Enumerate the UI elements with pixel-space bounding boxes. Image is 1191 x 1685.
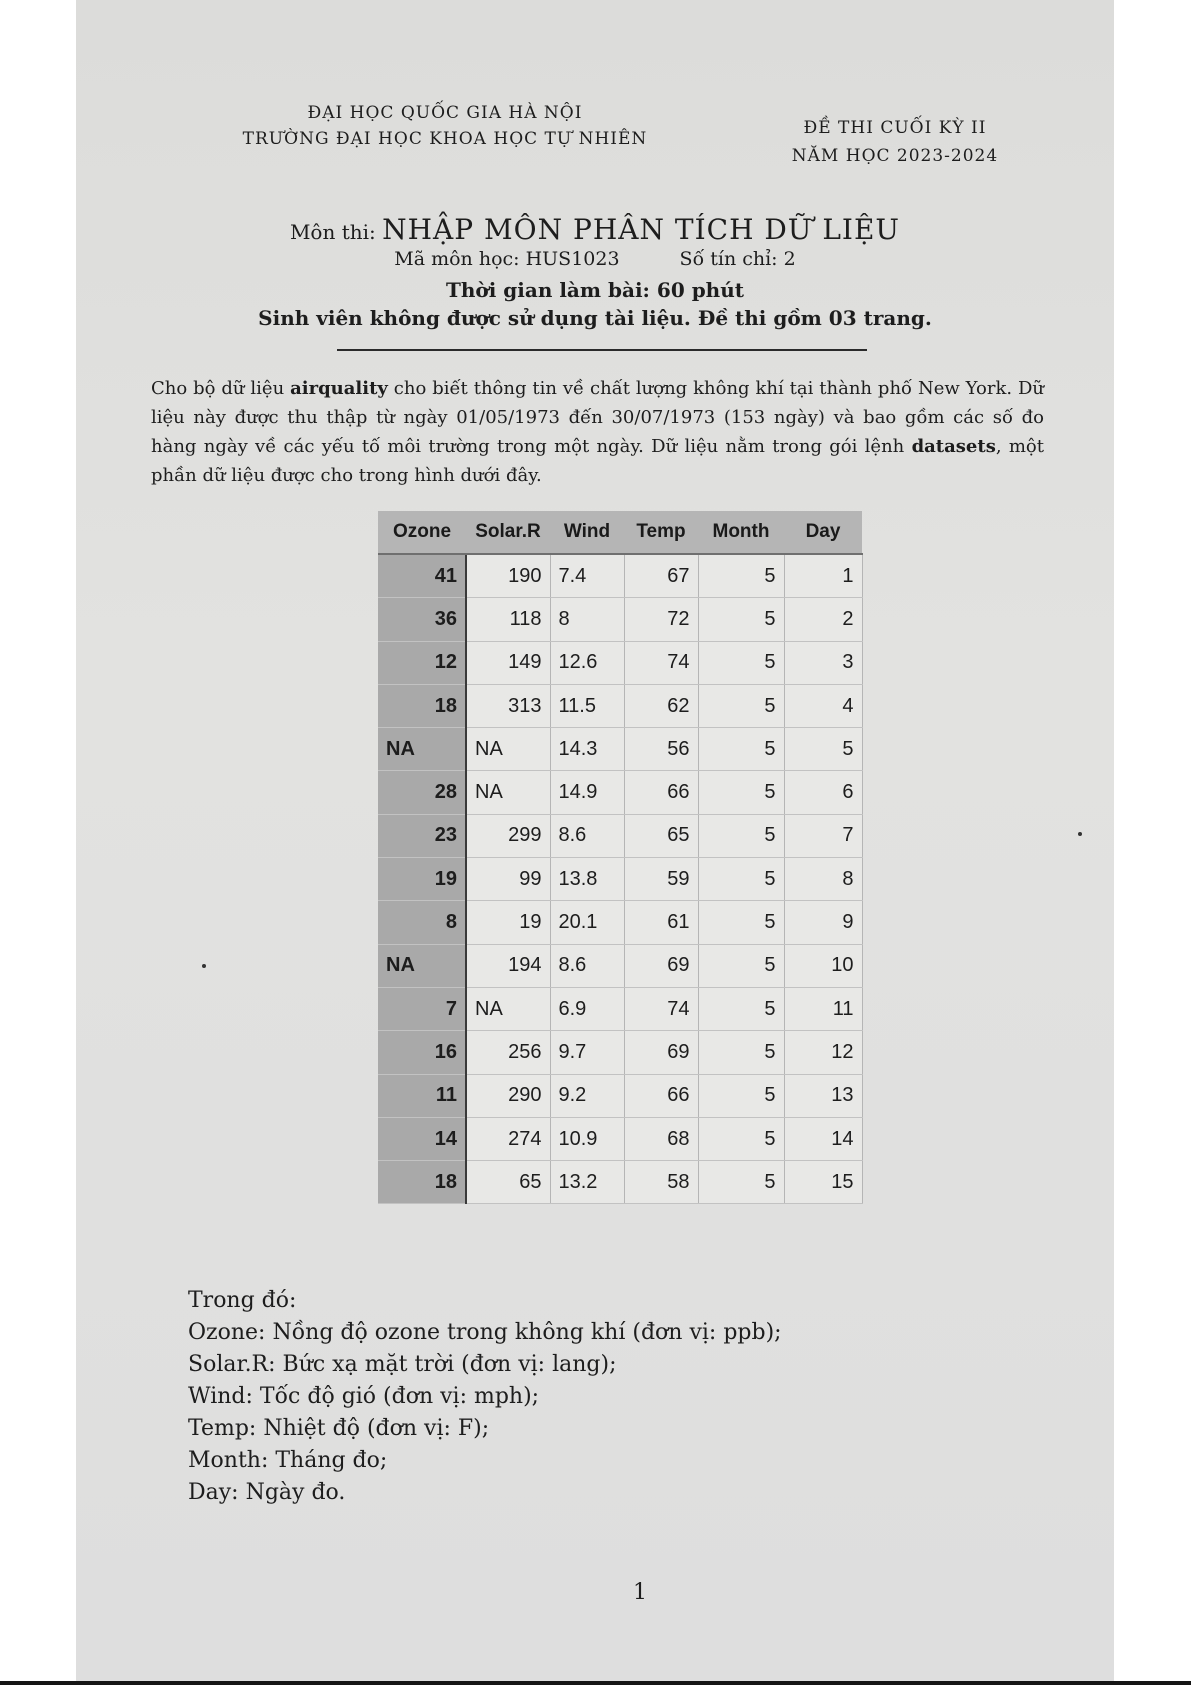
table-cell-temp: 67 [624, 554, 698, 598]
legend-temp: Temp: Nhiệt độ (đơn vị: F); [188, 1416, 490, 1441]
scan-speck [1078, 832, 1082, 836]
table-cell-month: 5 [698, 728, 784, 771]
table-cell-day: 12 [784, 1031, 862, 1074]
table-header-row [378, 511, 862, 554]
intro-text-1: Cho bộ dữ liệu [151, 378, 291, 399]
table-body [378, 554, 862, 1204]
table-cell-month: 5 [698, 1117, 784, 1160]
table-cell-day: 4 [784, 684, 862, 727]
table-cell-temp: 59 [624, 858, 698, 901]
legend-heading: Trong đó: [188, 1288, 297, 1313]
header-left [195, 100, 695, 152]
table-cell-wind: 8 [550, 598, 624, 641]
scan-bottom-edge [0, 1681, 1191, 1685]
table-cell-ozone: 7 [378, 987, 466, 1030]
table-cell-temp: 56 [624, 728, 698, 771]
table-cell-solar-r: 19 [466, 901, 550, 944]
table-cell-solar-r: 190 [466, 554, 550, 598]
table-cell-ozone: 18 [378, 1161, 466, 1204]
table-row [378, 771, 862, 814]
table-cell-temp: 65 [624, 814, 698, 857]
table-cell-solar-r: 274 [466, 1117, 550, 1160]
table-cell-solar-r: 99 [466, 858, 550, 901]
table-cell-ozone: 12 [378, 641, 466, 684]
table-cell-day: 15 [784, 1161, 862, 1204]
table-cell-ozone: NA [378, 728, 466, 771]
table-cell-temp: 69 [624, 944, 698, 987]
dataset-name: airquality [290, 378, 388, 399]
table-cell-ozone: 18 [378, 684, 466, 727]
table-cell-wind: 10.9 [550, 1117, 624, 1160]
exam-note: Sinh viên không được sử dụng tài liệu. Đề thi gồm 03 trang. [258, 306, 932, 330]
table-cell-solar-r: NA [466, 728, 550, 771]
table-cell-wind: 13.8 [550, 858, 624, 901]
table-cell-wind: 13.2 [550, 1161, 624, 1204]
table-cell-day: 9 [784, 901, 862, 944]
table-cell-day: 1 [784, 554, 862, 598]
legend-month: Month: Tháng đo; [188, 1448, 388, 1473]
table-cell-month: 5 [698, 1031, 784, 1074]
table-cell-month: 5 [698, 598, 784, 641]
table-cell-wind: 8.6 [550, 814, 624, 857]
table-cell-wind: 14.3 [550, 728, 624, 771]
school-year: NĂM HỌC 2023-2024 [791, 146, 999, 166]
table-cell-ozone: 36 [378, 598, 466, 641]
subject-name: NHẬP MÔN PHÂN TÍCH DỮ LIỆU [382, 213, 901, 246]
subject-line [200, 213, 990, 246]
table-cell-temp: 68 [624, 1117, 698, 1160]
table-cell-month: 5 [698, 554, 784, 598]
table-cell-day: 8 [784, 858, 862, 901]
table-cell-wind: 9.7 [550, 1031, 624, 1074]
table-row [378, 944, 862, 987]
legend-ozone: Ozone: Nồng độ ozone trong không khí (đơn vị: ppb); [188, 1320, 782, 1345]
table-cell-day: 10 [784, 944, 862, 987]
table-cell-wind: 7.4 [550, 554, 624, 598]
legend-day: Day: Ngày đo. [188, 1480, 346, 1505]
table-row [378, 1031, 862, 1074]
column-header-ozone: Ozone [378, 511, 466, 554]
table-cell-temp: 61 [624, 901, 698, 944]
table-row [378, 1117, 862, 1160]
table-cell-temp: 72 [624, 598, 698, 641]
table-cell-solar-r: 194 [466, 944, 550, 987]
table-cell-ozone: NA [378, 944, 466, 987]
table-cell-month: 5 [698, 641, 784, 684]
table-cell-day: 11 [784, 987, 862, 1030]
table-row [378, 641, 862, 684]
table-cell-month: 5 [698, 684, 784, 727]
table-cell-wind: 6.9 [550, 987, 624, 1030]
table-cell-solar-r: 299 [466, 814, 550, 857]
table-cell-month: 5 [698, 858, 784, 901]
table-cell-ozone: 23 [378, 814, 466, 857]
table-row [378, 858, 862, 901]
header-right [775, 114, 1015, 170]
table-cell-month: 5 [698, 944, 784, 987]
page-number: 1 [633, 1580, 647, 1605]
table-cell-month: 5 [698, 987, 784, 1030]
intro-text-3: , một phần dữ liệu được cho trong hình dưới đây. [151, 436, 1044, 486]
table-row [378, 554, 862, 598]
table-cell-ozone: 8 [378, 901, 466, 944]
table-cell-day: 7 [784, 814, 862, 857]
table-cell-day: 6 [784, 771, 862, 814]
course-info-line [200, 248, 990, 270]
table-row [378, 1161, 862, 1204]
table-cell-day: 5 [784, 728, 862, 771]
table-cell-wind: 8.6 [550, 944, 624, 987]
table-cell-solar-r: NA [466, 771, 550, 814]
table-cell-solar-r: 256 [466, 1031, 550, 1074]
table-cell-ozone: 41 [378, 554, 466, 598]
table-cell-wind: 14.9 [550, 771, 624, 814]
column-header-solar-r: Solar.R [466, 511, 550, 554]
university-name: ĐẠI HỌC QUỐC GIA HÀ NỘI [307, 103, 583, 123]
table-cell-temp: 74 [624, 987, 698, 1030]
table-cell-day: 14 [784, 1117, 862, 1160]
table-cell-temp: 66 [624, 771, 698, 814]
subject-prefix: Môn thi: [289, 220, 376, 244]
package-name: datasets [911, 436, 996, 457]
table-cell-day: 2 [784, 598, 862, 641]
title-divider [337, 349, 867, 351]
table-cell-ozone: 11 [378, 1074, 466, 1117]
table-cell-month: 5 [698, 1074, 784, 1117]
data-table [378, 511, 863, 1204]
table-row [378, 987, 862, 1030]
column-header-temp: Temp [624, 511, 698, 554]
table-cell-ozone: 28 [378, 771, 466, 814]
table-cell-ozone: 19 [378, 858, 466, 901]
variable-legend [188, 1285, 888, 1509]
airquality-table [378, 511, 862, 1204]
table-cell-solar-r: 118 [466, 598, 550, 641]
table-row [378, 814, 862, 857]
school-name: TRƯỜNG ĐẠI HỌC KHOA HỌC TỰ NHIÊN [242, 129, 648, 149]
table-cell-month: 5 [698, 771, 784, 814]
exam-name: ĐỀ THI CUỐI KỲ II [803, 118, 987, 138]
table-cell-wind: 12.6 [550, 641, 624, 684]
table-cell-solar-r: NA [466, 987, 550, 1030]
table-row [378, 728, 862, 771]
table-cell-temp: 66 [624, 1074, 698, 1117]
legend-wind: Wind: Tốc độ gió (đơn vị: mph); [188, 1384, 540, 1409]
legend-solar: Solar.R: Bức xạ mặt trời (đơn vị: lang); [188, 1352, 617, 1377]
table-cell-wind: 20.1 [550, 901, 624, 944]
table-cell-ozone: 16 [378, 1031, 466, 1074]
table-row [378, 598, 862, 641]
table-cell-solar-r: 313 [466, 684, 550, 727]
table-cell-day: 3 [784, 641, 862, 684]
column-header-day: Day [784, 511, 862, 554]
table-cell-ozone: 14 [378, 1117, 466, 1160]
course-code: Mã môn học: HUS1023 [394, 248, 620, 270]
course-credits: Số tín chỉ: 2 [679, 248, 796, 270]
table-cell-solar-r: 65 [466, 1161, 550, 1204]
table-cell-month: 5 [698, 1161, 784, 1204]
table-cell-temp: 69 [624, 1031, 698, 1074]
table-cell-wind: 11.5 [550, 684, 624, 727]
table-cell-wind: 9.2 [550, 1074, 624, 1117]
table-cell-day: 13 [784, 1074, 862, 1117]
scan-speck [202, 964, 206, 968]
intro-text-2: cho biết thông tin về chất lượng không khí tại thành phố New York. Dữ liệu này được thu thập từ ngày 01/05/1973 đến 30/07/1973 (153 ngày) và bao gồm các số đo hàng ngày về các yếu tố môi trường trong một ngày. Dữ liệu nằm trong gói lệnh [151, 378, 1045, 457]
table-cell-temp: 58 [624, 1161, 698, 1204]
table-cell-temp: 62 [624, 684, 698, 727]
table-cell-month: 5 [698, 901, 784, 944]
column-header-month: Month [698, 511, 784, 554]
table-cell-temp: 74 [624, 641, 698, 684]
table-row [378, 901, 862, 944]
intro-paragraph [151, 374, 1044, 490]
table-cell-solar-r: 290 [466, 1074, 550, 1117]
table-row [378, 1074, 862, 1117]
table-row [378, 684, 862, 727]
table-cell-solar-r: 149 [466, 641, 550, 684]
column-header-wind: Wind [550, 511, 624, 554]
exam-duration: Thời gian làm bài: 60 phút [445, 278, 745, 302]
table-cell-month: 5 [698, 814, 784, 857]
